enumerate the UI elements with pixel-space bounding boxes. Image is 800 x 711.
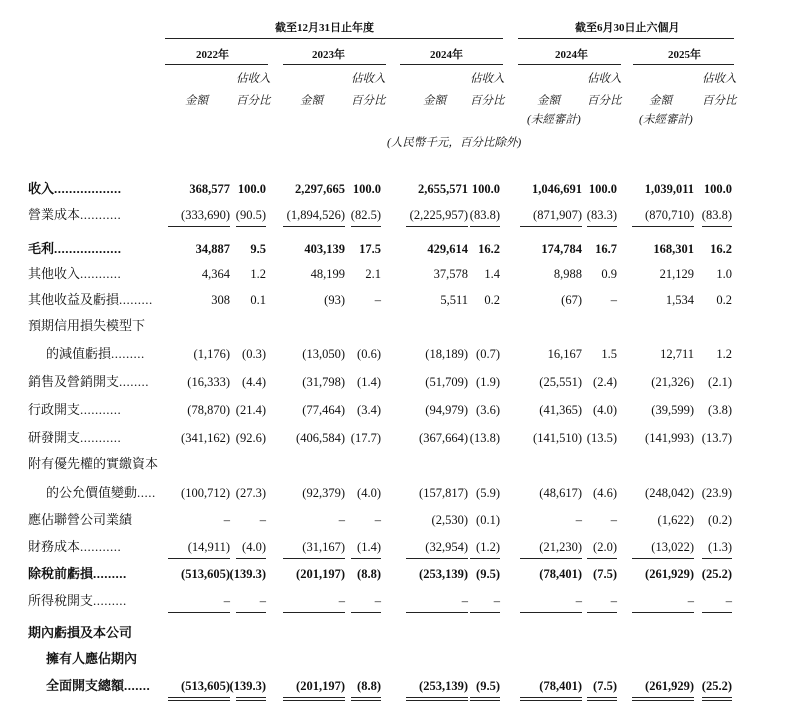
cell-percentage: (9.5)	[476, 567, 500, 581]
cell-amount: (39,599)	[651, 403, 694, 417]
year-label-2025-h1: 2025年	[668, 49, 701, 61]
cell-percentage: –	[610, 293, 617, 307]
row-label	[46, 485, 156, 500]
row-label	[46, 651, 137, 666]
row-rule	[351, 697, 381, 698]
row-label	[28, 207, 121, 222]
pct-header-line1: 佔收入	[351, 73, 386, 85]
cell-percentage: –	[610, 513, 617, 527]
row-rule	[283, 226, 345, 227]
cell-amount: –	[575, 513, 582, 527]
row-label-text: 應佔聯營公司業績	[28, 512, 133, 527]
cell-amount: –	[338, 513, 345, 527]
cell-percentage: (83.8)	[701, 208, 732, 222]
row-rule	[236, 226, 266, 227]
cell-amount: (78,401)	[539, 679, 582, 693]
cell-amount: –	[223, 513, 230, 527]
cell-amount: 368,577	[189, 182, 230, 196]
row-rule	[470, 700, 500, 701]
cell-percentage: (83.3)	[586, 208, 617, 222]
amount-header: 金額	[185, 95, 208, 107]
cell-amount: (67)	[561, 293, 582, 307]
row-rule	[632, 612, 694, 613]
cell-amount: (870,710)	[645, 208, 694, 222]
row-rule	[587, 700, 617, 701]
row-rule	[236, 558, 266, 559]
cell-percentage: (8.8)	[357, 679, 381, 693]
cell-amount: (51,709)	[425, 375, 468, 389]
year-label-2024-h1: 2024年	[555, 49, 588, 61]
cell-percentage: 17.5	[359, 242, 381, 256]
pct-header-line2: 百分比	[587, 95, 622, 107]
cell-amount: (2,530)	[431, 513, 468, 527]
cell-amount: 4,364	[201, 267, 230, 281]
cell-percentage: 0.2	[716, 293, 732, 307]
cell-amount: (201,197)	[296, 567, 345, 581]
row-rule	[587, 558, 617, 559]
row-leader-dots: ..................	[54, 241, 122, 256]
row-leader-dots: ...........	[80, 539, 122, 554]
rule-fy	[165, 38, 503, 39]
row-rule	[470, 226, 500, 227]
row-label-text: 行政開支	[28, 402, 81, 417]
rule-2025-h1	[633, 64, 734, 65]
cell-percentage: 100.0	[703, 182, 732, 196]
row-rule	[406, 697, 468, 698]
cell-percentage: (92.6)	[235, 431, 266, 445]
period-header-six-months: 截至6月30日止六個月	[575, 22, 680, 34]
cell-amount: 1,046,691	[532, 182, 582, 196]
cell-amount: (261,929)	[645, 567, 694, 581]
cell-percentage: 16.2	[478, 242, 500, 256]
cell-amount: –	[338, 594, 345, 608]
row-label	[28, 266, 121, 281]
cell-percentage: –	[374, 293, 381, 307]
row-rule	[470, 558, 500, 559]
row-rule	[520, 697, 582, 698]
year-label-2024: 2024年	[430, 49, 463, 61]
cell-amount: (253,139)	[419, 567, 468, 581]
cell-percentage: (4.4)	[242, 375, 266, 389]
row-label-text: 毛利	[28, 241, 55, 256]
row-rule	[236, 697, 266, 698]
cell-percentage: (17.7)	[350, 431, 381, 445]
cell-amount: (100,712)	[181, 486, 230, 500]
row-rule	[283, 612, 345, 613]
row-label-text: 的減值虧損	[46, 346, 112, 361]
row-rule	[283, 697, 345, 698]
cell-percentage: 1.2	[250, 267, 266, 281]
cell-percentage: 1.5	[601, 347, 617, 361]
cell-percentage: 0.2	[484, 293, 500, 307]
cell-amount: (93)	[324, 293, 345, 307]
cell-amount: (13,050)	[302, 347, 345, 361]
row-leader-dots: ..................	[54, 181, 122, 196]
row-label	[28, 181, 122, 196]
cell-percentage: (3.4)	[357, 403, 381, 417]
amount-header: 金額	[537, 95, 560, 107]
cell-amount: (16,333)	[187, 375, 230, 389]
cell-amount: (92,379)	[302, 486, 345, 500]
row-label-text: 財務成本	[28, 539, 81, 554]
cell-percentage: 100.0	[588, 182, 617, 196]
cell-percentage: (13.7)	[701, 431, 732, 445]
cell-amount: 34,887	[195, 242, 230, 256]
row-leader-dots: ...........	[80, 402, 122, 417]
row-label-text: 所得稅開支	[28, 593, 94, 608]
row-leader-dots: .....	[137, 485, 156, 500]
cell-percentage: 16.7	[595, 242, 617, 256]
cell-amount: (406,584)	[296, 431, 345, 445]
row-rule	[236, 612, 266, 613]
cell-amount: (513,605)	[181, 679, 230, 693]
cell-amount: (1,622)	[657, 513, 694, 527]
row-leader-dots: ........	[119, 374, 150, 389]
row-rule	[632, 558, 694, 559]
cell-amount: (25,551)	[539, 375, 582, 389]
row-label	[28, 593, 127, 608]
row-rule	[168, 226, 230, 227]
row-rule	[520, 700, 582, 701]
cell-amount: (78,401)	[539, 567, 582, 581]
row-label-text: 其他收入	[28, 266, 81, 281]
cell-percentage: (0.1)	[476, 513, 500, 527]
row-label-text: 的公允價值變動	[46, 485, 138, 500]
cell-amount: (18,189)	[425, 347, 468, 361]
row-rule	[702, 697, 732, 698]
row-leader-dots: .........	[119, 292, 153, 307]
cell-percentage: (0.2)	[708, 513, 732, 527]
rule-2022	[165, 64, 268, 65]
cell-percentage: –	[374, 594, 381, 608]
cell-amount: (253,139)	[419, 679, 468, 693]
row-label-text: 全面開支總額	[46, 678, 125, 693]
row-leader-dots: .........	[93, 593, 127, 608]
row-label-text: 預期信用損失模型下	[28, 318, 146, 333]
cell-amount: 1,039,011	[644, 182, 694, 196]
row-rule	[632, 697, 694, 698]
cell-amount: –	[223, 594, 230, 608]
cell-amount: (94,979)	[425, 403, 468, 417]
row-label-text: 附有優先權的實繳資本	[28, 456, 159, 471]
cell-amount: (31,798)	[302, 375, 345, 389]
cell-amount: (513,605)	[181, 567, 230, 581]
cell-percentage: 9.5	[250, 242, 266, 256]
cell-amount: 2,297,665	[295, 182, 345, 196]
pct-header-line2: 百分比	[702, 95, 737, 107]
row-label	[28, 318, 145, 333]
cell-percentage: 1.2	[716, 347, 732, 361]
cell-amount: –	[687, 594, 694, 608]
cell-percentage: (7.5)	[593, 679, 617, 693]
cell-percentage: 100.0	[471, 182, 500, 196]
row-rule	[351, 226, 381, 227]
cell-percentage: (2.0)	[593, 540, 617, 554]
cell-percentage: (4.6)	[593, 486, 617, 500]
cell-amount: 403,139	[304, 242, 345, 256]
row-label	[28, 402, 121, 417]
cell-amount: (1,176)	[193, 347, 230, 361]
cell-amount: (141,510)	[533, 431, 582, 445]
cell-percentage: (1.3)	[708, 540, 732, 554]
cell-percentage: 100.0	[352, 182, 381, 196]
row-rule	[587, 697, 617, 698]
row-leader-dots: .........	[111, 346, 145, 361]
year-label-2022: 2022年	[196, 49, 229, 61]
row-rule	[520, 558, 582, 559]
cell-amount: (341,162)	[181, 431, 230, 445]
cell-percentage: (9.5)	[476, 679, 500, 693]
amount-header: 金額	[649, 95, 672, 107]
row-rule	[632, 226, 694, 227]
row-label-text: 營業成本	[28, 207, 81, 222]
amount-header: 金額	[300, 95, 323, 107]
cell-amount: (871,907)	[533, 208, 582, 222]
cell-amount: 8,988	[553, 267, 582, 281]
row-label-text: 研發開支	[28, 430, 81, 445]
row-rule	[470, 612, 500, 613]
cell-amount: (14,911)	[187, 540, 230, 554]
rule-2023	[283, 64, 386, 65]
cell-amount: 37,578	[433, 267, 468, 281]
year-label-2023: 2023年	[312, 49, 345, 61]
cell-amount: 1,534	[665, 293, 694, 307]
cell-amount: (32,954)	[425, 540, 468, 554]
cell-percentage: (4.0)	[593, 403, 617, 417]
cell-percentage: (25.2)	[701, 679, 732, 693]
cell-percentage: (1.4)	[357, 540, 381, 554]
cell-percentage: (0.7)	[476, 347, 500, 361]
row-rule	[236, 700, 266, 701]
row-label	[46, 346, 145, 361]
cell-percentage: 1.0	[716, 267, 732, 281]
cell-percentage: (2.1)	[708, 375, 732, 389]
row-label	[28, 292, 153, 307]
row-rule	[406, 558, 468, 559]
cell-percentage: 100.0	[237, 182, 266, 196]
cell-amount: (1,894,526)	[286, 208, 345, 222]
cell-amount: 2,655,571	[418, 182, 468, 196]
row-label-text: 除稅前虧損	[28, 566, 94, 581]
cell-percentage: (1.4)	[357, 375, 381, 389]
cell-amount: 21,129	[659, 267, 694, 281]
pct-header-line2: 百分比	[236, 95, 271, 107]
unaudited-note: (未經審計)	[639, 114, 693, 126]
row-rule	[406, 612, 468, 613]
period-header-fiscal-year: 截至12月31日止年度	[275, 22, 374, 34]
cell-percentage: (27.3)	[235, 486, 266, 500]
pct-header-line1: 佔收入	[587, 73, 622, 85]
cell-amount: 429,614	[427, 242, 468, 256]
row-rule	[520, 612, 582, 613]
cell-percentage: (5.9)	[476, 486, 500, 500]
row-label	[28, 512, 132, 527]
row-label-text: 擁有人應佔期內	[46, 651, 138, 666]
cell-percentage: (139.3)	[229, 567, 266, 581]
row-rule	[168, 700, 230, 701]
row-rule	[351, 612, 381, 613]
cell-percentage: (23.9)	[701, 486, 732, 500]
cell-percentage: 0.1	[250, 293, 266, 307]
cell-amount: (261,929)	[645, 679, 694, 693]
unaudited-note: (未經審計)	[527, 114, 581, 126]
row-label	[28, 430, 121, 445]
cell-percentage: –	[725, 594, 732, 608]
cell-amount: (248,042)	[645, 486, 694, 500]
cell-amount: (367,664)	[419, 431, 468, 445]
cell-percentage: (7.5)	[593, 567, 617, 581]
row-rule	[470, 697, 500, 698]
rule-2024-h1	[518, 64, 621, 65]
cell-amount: 308	[211, 293, 230, 307]
row-leader-dots: ...........	[80, 430, 122, 445]
cell-percentage: (139.3)	[229, 679, 266, 693]
cell-amount: (333,690)	[181, 208, 230, 222]
row-leader-dots: .........	[93, 566, 127, 581]
cell-percentage: (4.0)	[242, 540, 266, 554]
row-rule	[168, 612, 230, 613]
row-rule	[283, 558, 345, 559]
cell-percentage: –	[610, 594, 617, 608]
cell-amount: (31,167)	[302, 540, 345, 554]
cell-percentage: (0.6)	[357, 347, 381, 361]
cell-percentage: (4.0)	[357, 486, 381, 500]
row-label	[28, 241, 122, 256]
pct-header-line1: 佔收入	[236, 73, 271, 85]
row-rule	[587, 612, 617, 613]
row-label	[28, 539, 121, 554]
row-rule	[168, 558, 230, 559]
row-label	[28, 566, 127, 581]
row-label-text: 銷售及營銷開支	[28, 374, 120, 389]
rule-h1	[518, 38, 734, 39]
amount-header: 金額	[423, 95, 446, 107]
cell-percentage: (0.3)	[242, 347, 266, 361]
cell-percentage: (8.8)	[357, 567, 381, 581]
row-rule	[702, 226, 732, 227]
cell-amount: (13,022)	[651, 540, 694, 554]
row-label-text: 收入	[28, 181, 55, 196]
row-label	[28, 374, 149, 389]
cell-percentage: 16.2	[710, 242, 732, 256]
row-rule	[283, 700, 345, 701]
cell-percentage: (82.5)	[350, 208, 381, 222]
row-rule	[168, 697, 230, 698]
rule-2024	[400, 64, 503, 65]
row-label-text: 期內虧損及本公司	[28, 625, 133, 640]
row-label-text: 其他收益及虧損	[28, 292, 120, 307]
cell-amount: (201,197)	[296, 679, 345, 693]
cell-amount: (141,993)	[645, 431, 694, 445]
row-leader-dots: .......	[124, 678, 151, 693]
cell-percentage: (3.8)	[708, 403, 732, 417]
cell-percentage: (3.6)	[476, 403, 500, 417]
row-rule	[406, 226, 468, 227]
cell-percentage: (2.4)	[593, 375, 617, 389]
row-rule	[406, 700, 468, 701]
cell-amount: (77,464)	[302, 403, 345, 417]
cell-percentage: (25.2)	[701, 567, 732, 581]
cell-amount: (21,230)	[539, 540, 582, 554]
cell-percentage: (21.4)	[235, 403, 266, 417]
pct-header-line1: 佔收入	[702, 73, 737, 85]
pct-header-line2: 百分比	[351, 95, 386, 107]
cell-amount: –	[575, 594, 582, 608]
cell-percentage: (90.5)	[235, 208, 266, 222]
cell-amount: 168,301	[653, 242, 694, 256]
cell-amount: (2,225,957)	[409, 208, 468, 222]
cell-percentage: 2.1	[365, 267, 381, 281]
cell-percentage: –	[374, 513, 381, 527]
cell-amount: (78,870)	[187, 403, 230, 417]
row-rule	[702, 700, 732, 701]
row-leader-dots: ...........	[80, 207, 122, 222]
row-rule	[702, 558, 732, 559]
cell-amount: (41,365)	[539, 403, 582, 417]
cell-percentage: (1.9)	[476, 375, 500, 389]
pct-header-line2: 百分比	[470, 95, 505, 107]
row-rule	[702, 612, 732, 613]
cell-percentage: 1.4	[484, 267, 500, 281]
cell-amount: (48,617)	[539, 486, 582, 500]
row-rule	[520, 226, 582, 227]
cell-amount: (21,326)	[651, 375, 694, 389]
row-leader-dots: ...........	[80, 266, 122, 281]
cell-amount: 12,711	[660, 347, 694, 361]
cell-amount: 48,199	[310, 267, 345, 281]
cell-percentage: 0.9	[601, 267, 617, 281]
cell-percentage: –	[493, 594, 500, 608]
row-label	[28, 625, 132, 640]
row-rule	[632, 700, 694, 701]
cell-amount: 174,784	[541, 242, 582, 256]
cell-amount: –	[461, 594, 468, 608]
cell-percentage: (13.5)	[586, 431, 617, 445]
cell-amount: 5,511	[440, 293, 468, 307]
cell-percentage: (83.8)	[469, 208, 500, 222]
cell-amount: (157,817)	[419, 486, 468, 500]
row-label	[28, 456, 158, 471]
cell-percentage: (1.2)	[476, 540, 500, 554]
cell-amount: 16,167	[547, 347, 582, 361]
unit-note: (人民幣千元，百分比除外)	[387, 137, 522, 149]
cell-percentage: –	[259, 594, 266, 608]
row-rule	[587, 226, 617, 227]
row-rule	[351, 558, 381, 559]
row-label	[46, 678, 150, 693]
pct-header-line1: 佔收入	[470, 73, 505, 85]
cell-percentage: (13.8)	[469, 431, 500, 445]
row-rule	[351, 700, 381, 701]
cell-percentage: –	[259, 513, 266, 527]
